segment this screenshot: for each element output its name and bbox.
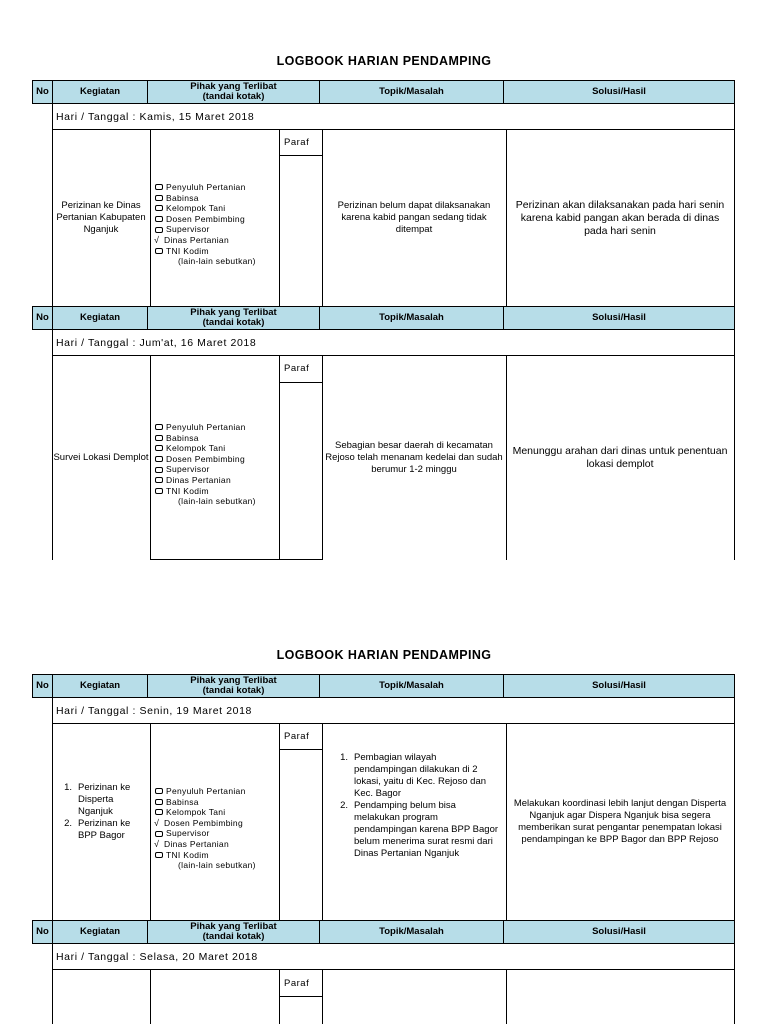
party-list: Penyuluh Pertanian Babinsa Kelompok Tani Dosen Pembimbing Supervisor Dinas Pertanian TNI Kodim (lain-lain sebutkan) (154, 422, 256, 507)
solusi-cell: Melakukan koordinasi lebih lanjut dengan Disperta Nganjuk agar Dispera Nganjuk bisa segera memberikan surat pengantar penempatan lokasi pendampingan ke BPP Bagor dan BPP Rejoso (513, 798, 727, 845)
topik-cell: Sebagian besar daerah di kecamatan Rejoso telah menanam kedelai dan sudah berumur 1-2 minggu (325, 440, 503, 475)
check-mark-icon: √ (154, 838, 160, 849)
date-row: Hari / Tanggal : Jum'at, 16 Maret 2018 (52, 330, 735, 356)
kegiatan-list: 1. Perizinan ke Disperta Nganjuk 2. Perizinan ke BPP Bagor (64, 782, 131, 841)
date-row: Hari / Tanggal : Senin, 19 Maret 2018 (52, 698, 735, 724)
party-list: Penyuluh Pertanian Babinsa Kelompok Tani √ Dosen Pembimbing Supervisor √ Dinas Pertanian TNI Kodim (lain-lain sebutkan) (154, 786, 256, 871)
checkbox-icon (155, 467, 163, 473)
col-pihak: Pihak yang Terlibat (tandai kotak) (148, 81, 320, 103)
table-header: No Kegiatan Pihak yang Terlibat (tandai kotak) Topik/Masalah Solusi/Hasil (32, 920, 735, 944)
col-no: No (33, 81, 53, 103)
page-title: LOGBOOK HARIAN PENDAMPING (276, 648, 492, 662)
page-title: LOGBOOK HARIAN PENDAMPING (276, 54, 492, 68)
topik-list: 1. Pembagian wilayah pendampingan dilakukan di 2 lokasi, yaitu di Kec. Rejoso dan Kec. Bagor 2. Pendamping belum bisa melakukan program pendampingan karena BPP Bagor belum menerima surat resmi dari Dinas Pertanian Nganjuk (340, 752, 499, 859)
checkbox-icon (155, 488, 163, 494)
checkbox-icon (155, 195, 163, 201)
checkbox-icon (155, 205, 163, 211)
check-mark-icon: √ (154, 234, 160, 245)
check-mark-icon: √ (154, 817, 160, 828)
paraf-label: Paraf (284, 978, 310, 989)
checkbox-icon (155, 227, 163, 233)
table-header: No Kegiatan Pihak yang Terlibat (tandai kotak) Topik/Masalah Solusi/Hasil (32, 306, 735, 330)
kegiatan-cell: Perizinan ke Dinas Pertanian Kabupaten Nganjuk (56, 200, 146, 235)
checkbox-icon (155, 477, 163, 483)
kegiatan-cell: Survei Lokasi Demplot (53, 452, 149, 463)
table-header (32, 80, 735, 104)
solusi-cell: Menunggu arahan dari dinas untuk penentuan lokasi demplot (512, 445, 728, 470)
checkbox-icon (155, 248, 163, 254)
checkbox-icon (155, 852, 163, 858)
checkbox-icon (155, 456, 163, 462)
col-solusi: Solusi/Hasil (592, 86, 646, 97)
paraf-label: Paraf (284, 363, 310, 374)
col-kegiatan: Kegiatan (53, 81, 148, 103)
checkbox-icon (155, 184, 163, 190)
topik-cell: Perizinan belum dapat dilaksanakan karena kabid pangan sedang tidak ditempat (337, 200, 491, 235)
checkbox-icon (155, 435, 163, 441)
date-row: Hari / Tanggal : Kamis, 15 Maret 2018 (52, 104, 735, 130)
col-topik: Topik/Masalah (320, 81, 504, 103)
paraf-label: Paraf (284, 137, 310, 148)
party-list: Penyuluh Pertanian Babinsa Kelompok Tani Dosen Pembimbing Supervisor √ Dinas Pertanian TNI Kodim (lain-lain sebutkan) (154, 182, 256, 267)
checkbox-icon (155, 424, 163, 430)
checkbox-icon (155, 831, 163, 837)
checkbox-icon (155, 799, 163, 805)
checkbox-icon (155, 445, 163, 451)
table-header: No Kegiatan Pihak yang Terlibat (tandai kotak) Topik/Masalah Solusi/Hasil (32, 674, 735, 698)
solusi-cell: Perizinan akan dilaksanakan pada hari senin karena kabid pangan akan berada di dinas pada hari senin (515, 198, 725, 237)
checkbox-icon (155, 809, 163, 815)
paraf-label: Paraf (284, 731, 310, 742)
checkbox-icon (155, 788, 163, 794)
date-row: Hari / Tanggal : Selasa, 20 Maret 2018 (52, 944, 735, 970)
checkbox-icon (155, 216, 163, 222)
